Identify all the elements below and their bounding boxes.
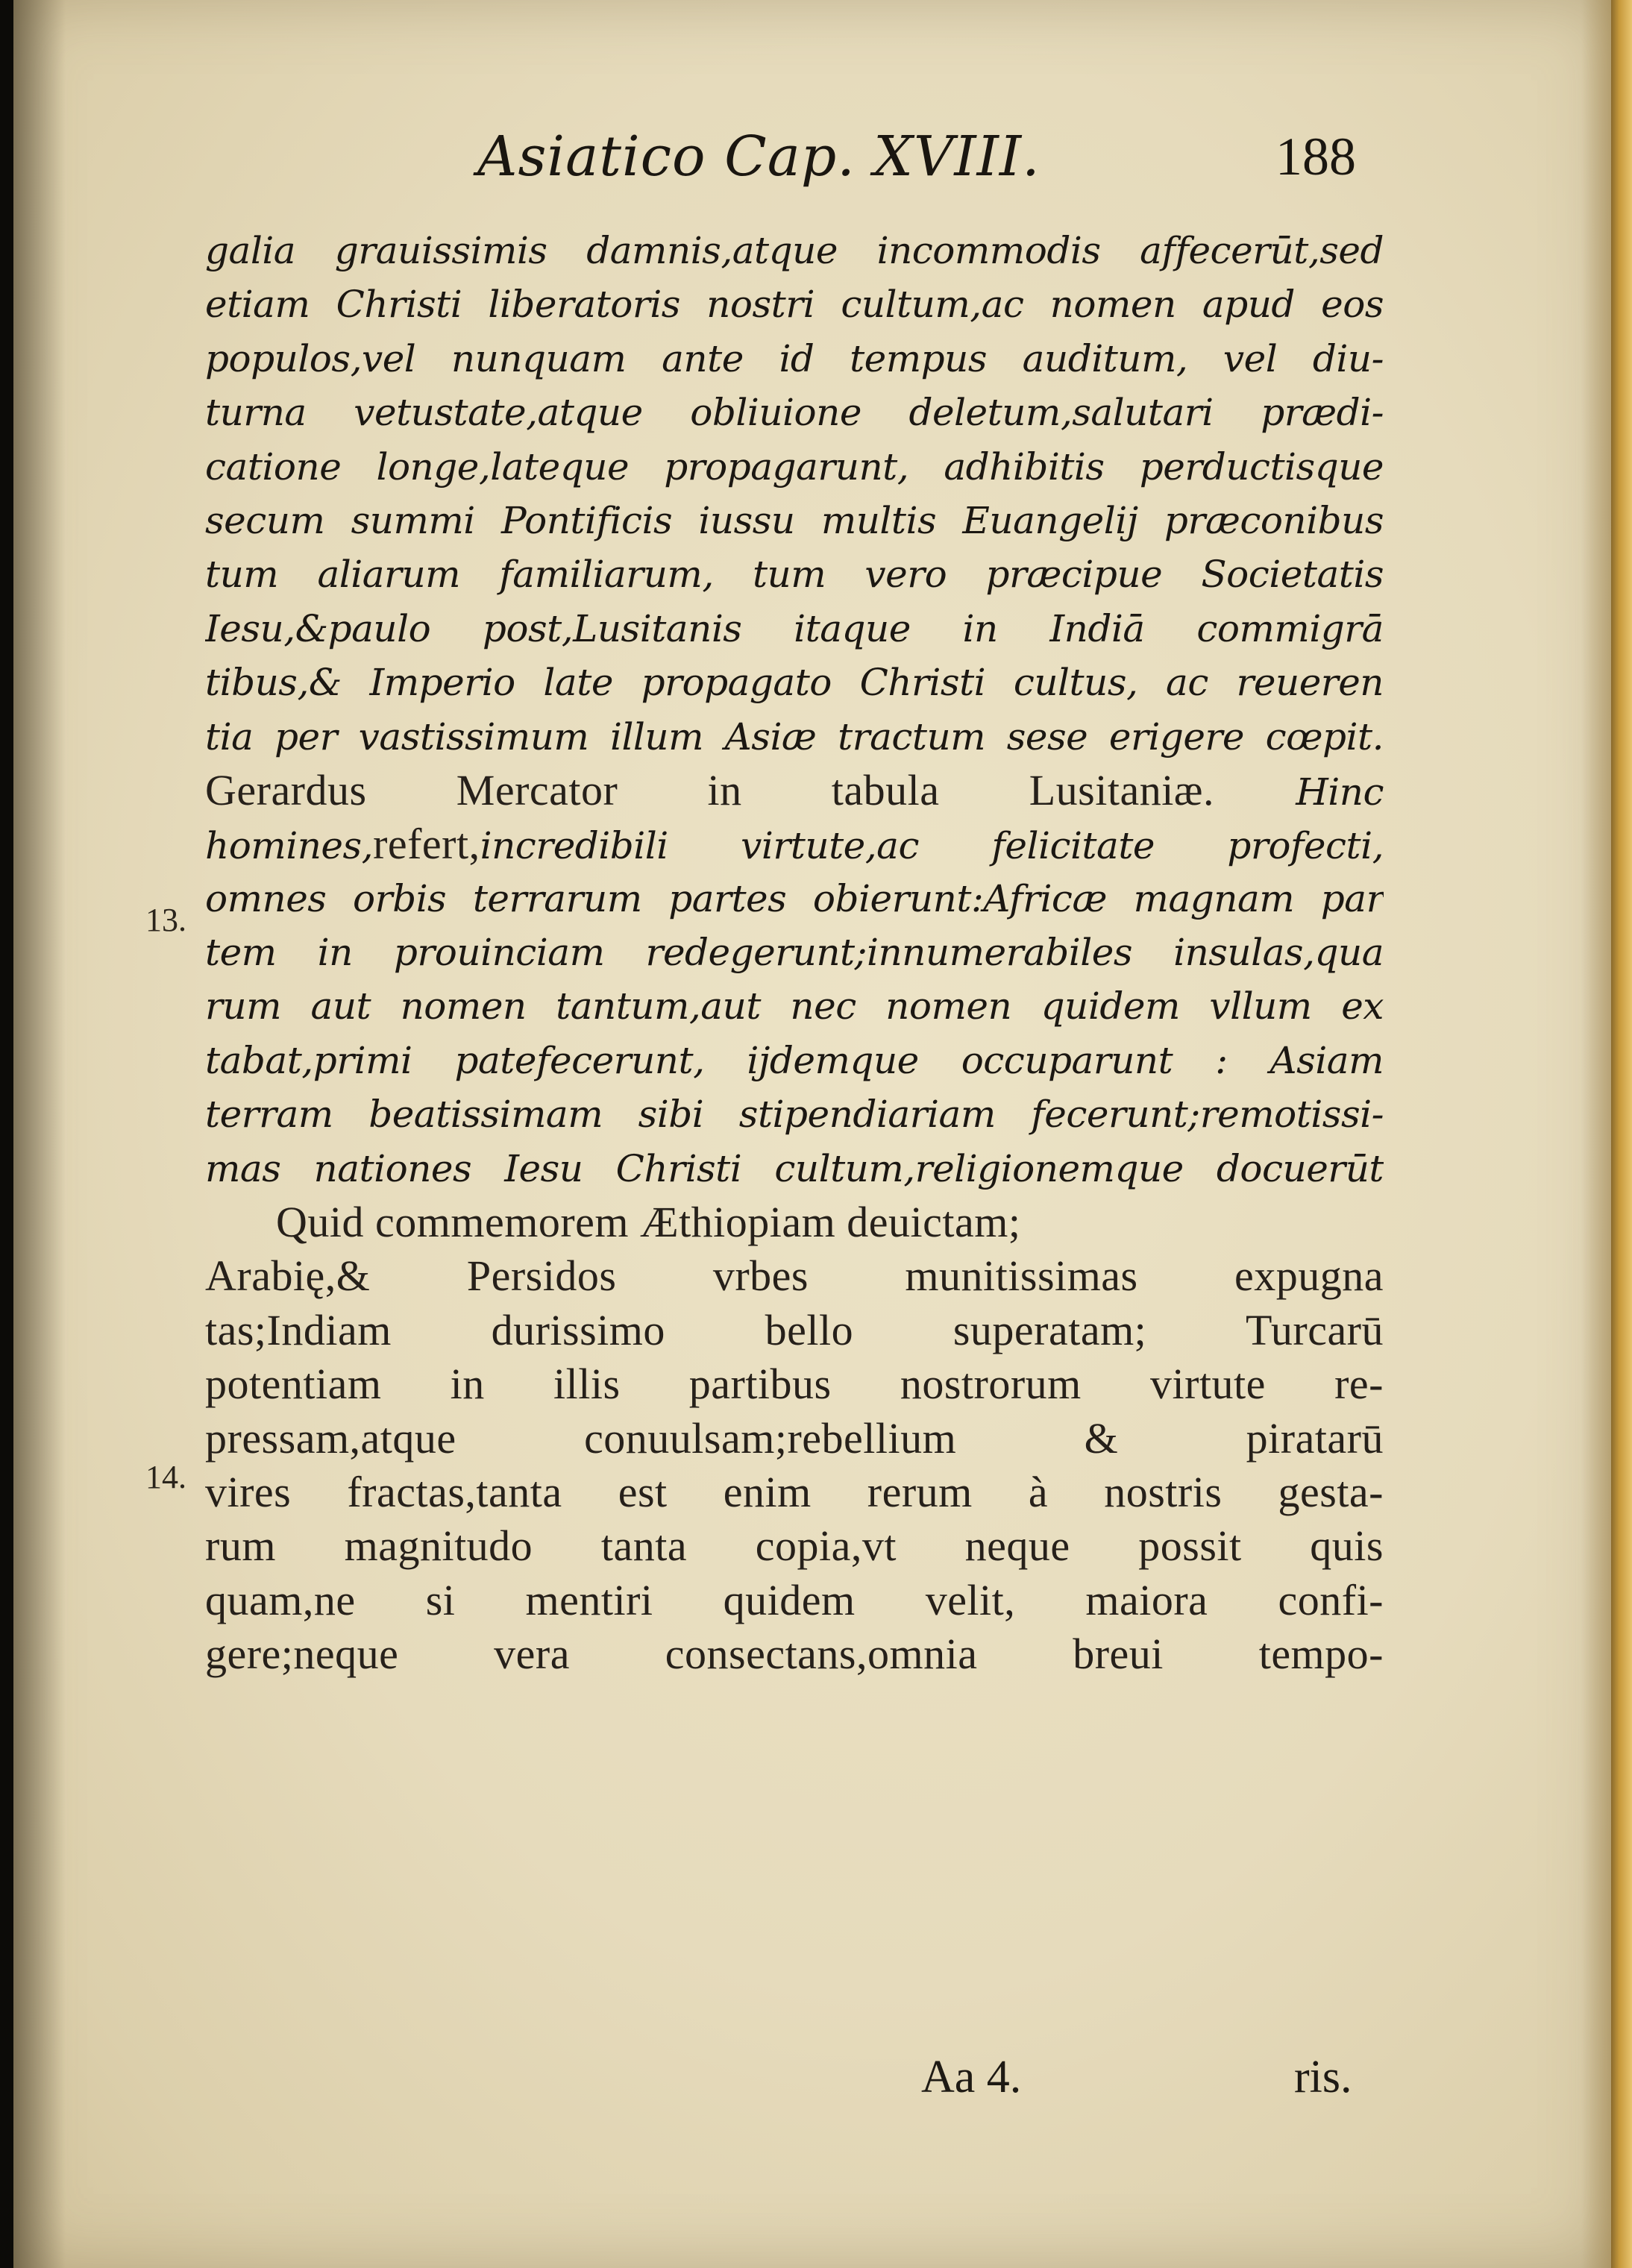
text-line: Arabię,& Persidos vrbes munitissimas expugna [205, 1251, 1384, 1301]
text-fragment: incredibili virtute,ac felicitate profecti, [480, 824, 1384, 868]
text-line: rum magnitudo tanta copia,vt neque possit quis [205, 1521, 1384, 1571]
text-line: tum aliarum familiarum, tum vero præcipue Societatis [205, 553, 1384, 597]
text-line: etiam Christi liberatoris nostri cultum,ac nomen apud eos [205, 283, 1384, 327]
text-line: tabat,primi patefecerunt, ijdemque occuparunt : Asiam [205, 1038, 1384, 1082]
paragraph-13-first-line [205, 764, 1384, 817]
text-line: quam,ne si mentiri quidem velit, maiora confi- [205, 1575, 1384, 1624]
text-line: tibus,& Imperio late propagato Christi cultus, ac reueren [205, 661, 1384, 705]
text-line: tem in prouinciam redegerunt;innumerabiles insulas,qua [205, 931, 1384, 975]
text-line: pressam,atque conuulsam;rebellium & piratarū [205, 1413, 1384, 1463]
citation-roman: Gerardus Mercator in tabula Lusitaniæ. [205, 765, 1214, 814]
page-number: 188 [1275, 127, 1356, 186]
text-line: potentiam in illis partibus nostrorum virtute re- [205, 1360, 1384, 1409]
next-page-edge [1611, 0, 1632, 2268]
text-line: populos,vel nunquam ante id tempus auditum, vel diu- [205, 336, 1384, 380]
spine-shadow [13, 0, 66, 2268]
text-line: Iesu,&paulo post,Lusitanis itaque in Indiā commigrā [205, 606, 1384, 650]
text-line: rum aut nomen tantum,aut nec nomen quidem vllum ex [205, 984, 1384, 1028]
text-line: tia per vastissimum illum Asiæ tractum sese erigere cœpit. [205, 714, 1384, 758]
text-fragment: homines, [205, 824, 374, 868]
signature-mark: Aa 4. [921, 2052, 1022, 2102]
citation-italic: Hinc [1296, 770, 1384, 814]
text-line: terram beatissimam sibi stipendiariam fecerunt;remotissi- [205, 1093, 1384, 1137]
text-line: tas;Indiam durissimo bello superatam; Turcarū [205, 1305, 1384, 1354]
catchword: ris. [1294, 2052, 1352, 2102]
body-text [205, 224, 1384, 1682]
marginal-number-13: 13. [145, 902, 186, 938]
text-line: catione longe,lateque propagarunt, adhibitis perductisque [205, 445, 1384, 489]
text-line: vires fractas,tanta est enim rerum à nostris gesta- [205, 1467, 1384, 1516]
text-line: turna vetustate,atque obliuione deletum,salutari prædi- [205, 391, 1384, 435]
text-line: gere;neque vera consectans,omnia breui tempo- [205, 1630, 1384, 1679]
text-fragment-roman: refert, [373, 820, 480, 869]
running-head: Asiatico Cap. XVIII. [477, 125, 1041, 189]
text-line: omnes orbis terrarum partes obierunt:Africæ magnam par [205, 876, 1384, 920]
text-line: galia grauissimis damnis,atque incommodis affecerūt,sed [205, 229, 1384, 272]
text-line: secum summi Pontificis iussu multis Euangelij præconibus [205, 498, 1384, 542]
paragraph-14-first-line: Quid commemorem Æthiopiam deuictam; [276, 1198, 1021, 1247]
paragraph-13-second-line [205, 817, 1384, 871]
marginal-number-14: 14. [145, 1459, 186, 1495]
page-edge-shading [1581, 0, 1611, 2268]
text-line: mas nationes Iesu Christi cultum,religionemque docuerūt [205, 1146, 1384, 1190]
